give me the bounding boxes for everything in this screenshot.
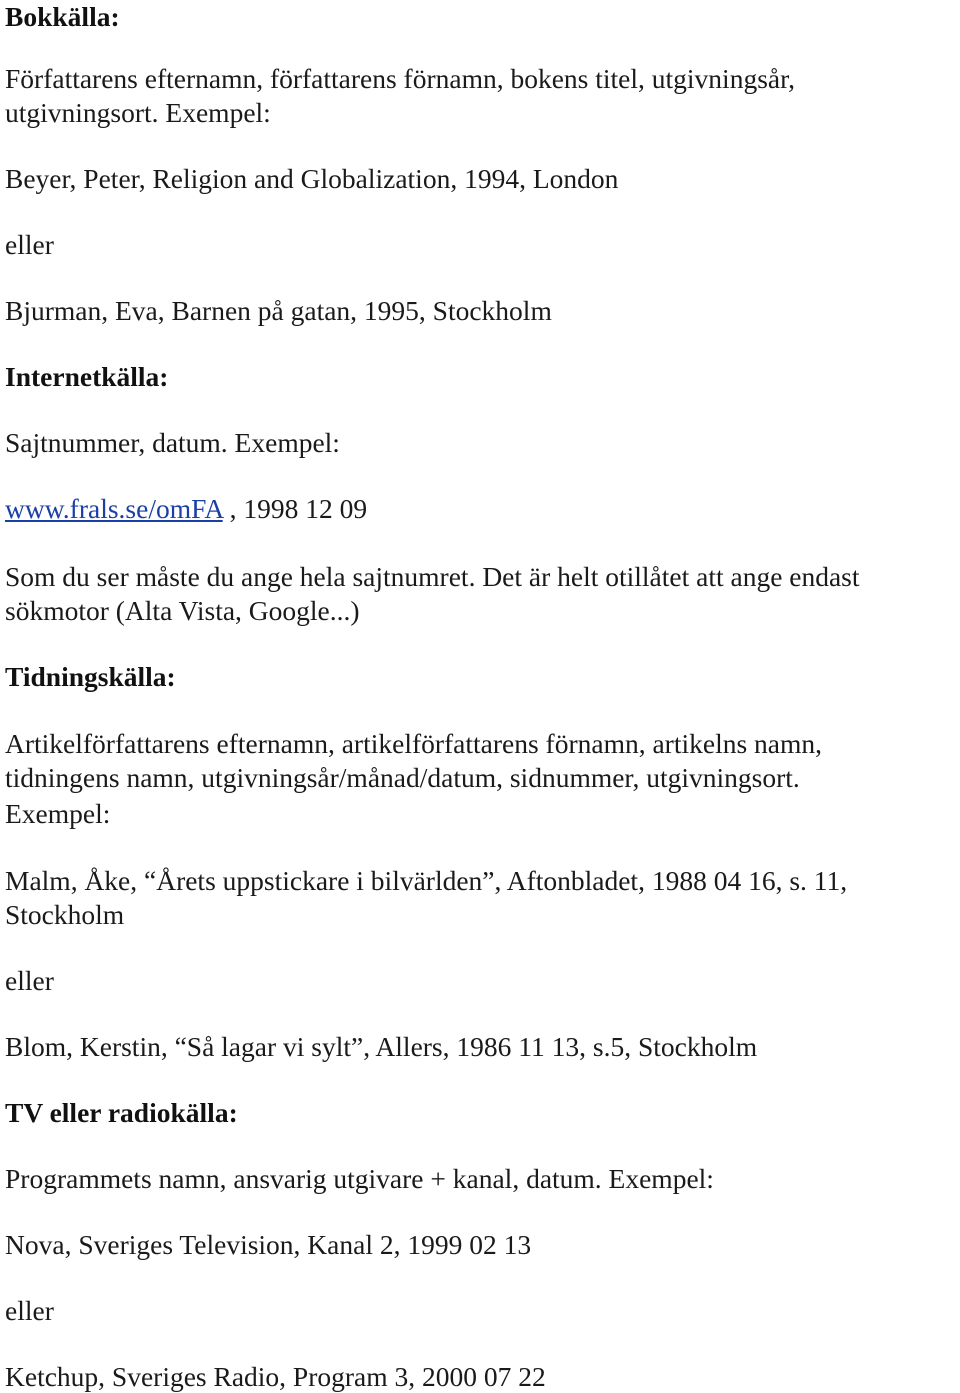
- broadcast-example-1: Nova, Sveriges Television, Kanal 2, 1999 02 13: [5, 1229, 532, 1260]
- newspaper-format-line-3: Exempel:: [5, 798, 111, 829]
- book-source-heading: Bokkälla:: [5, 1, 120, 32]
- newspaper-example-1-line-2: Stockholm: [5, 899, 125, 930]
- example-url-link[interactable]: www.frals.se/omFA: [5, 493, 223, 524]
- internet-note-line-1: Som du ser måste du ange hela sajtnumret. Det är helt otillåtet att ange endast: [5, 561, 860, 592]
- newspaper-or-separator: eller: [5, 965, 54, 996]
- newspaper-format-line-1: Artikelförfattarens efternamn, artikelförfattarens förnamn, artikelns namn,: [5, 728, 823, 759]
- newspaper-example-2: Blom, Kerstin, “Så lagar vi sylt”, Allers, 1986 11 13, s.5, Stockholm: [5, 1031, 758, 1062]
- book-format-line-1: Författarens efternamn, författarens förnamn, bokens titel, utgivningsår,: [5, 63, 796, 94]
- internet-note-line-2: sökmotor (Alta Vista, Google...): [5, 595, 360, 626]
- book-or-separator: eller: [5, 229, 54, 260]
- broadcast-example-2: Ketchup, Sveriges Radio, Program 3, 2000 07 22: [5, 1361, 546, 1392]
- newspaper-example-1-line-1: Malm, Åke, “Årets uppstickare i bilvärlden”, Aftonbladet, 1988 04 16, s. 11,: [5, 865, 848, 896]
- book-format-line-2: utgivningsort. Exempel:: [5, 97, 271, 128]
- internet-source-heading: Internetkälla:: [5, 361, 169, 392]
- internet-format: Sajtnummer, datum. Exempel:: [5, 427, 340, 458]
- book-example-2: Bjurman, Eva, Barnen på gatan, 1995, Stockholm: [5, 295, 552, 326]
- broadcast-source-heading: TV eller radiokälla:: [5, 1097, 238, 1128]
- internet-example-date: , 1998 12 09: [222, 493, 368, 524]
- broadcast-or-separator: eller: [5, 1295, 54, 1326]
- broadcast-format: Programmets namn, ansvarig utgivare + kanal, datum. Exempel:: [5, 1163, 714, 1194]
- internet-example: [5, 492, 367, 525]
- newspaper-source-heading: Tidningskälla:: [5, 661, 176, 692]
- book-example-1: Beyer, Peter, Religion and Globalization, 1994, London: [5, 163, 619, 194]
- newspaper-format-line-2: tidningens namn, utgivningsår/månad/datum, sidnummer, utgivningsort.: [5, 762, 800, 793]
